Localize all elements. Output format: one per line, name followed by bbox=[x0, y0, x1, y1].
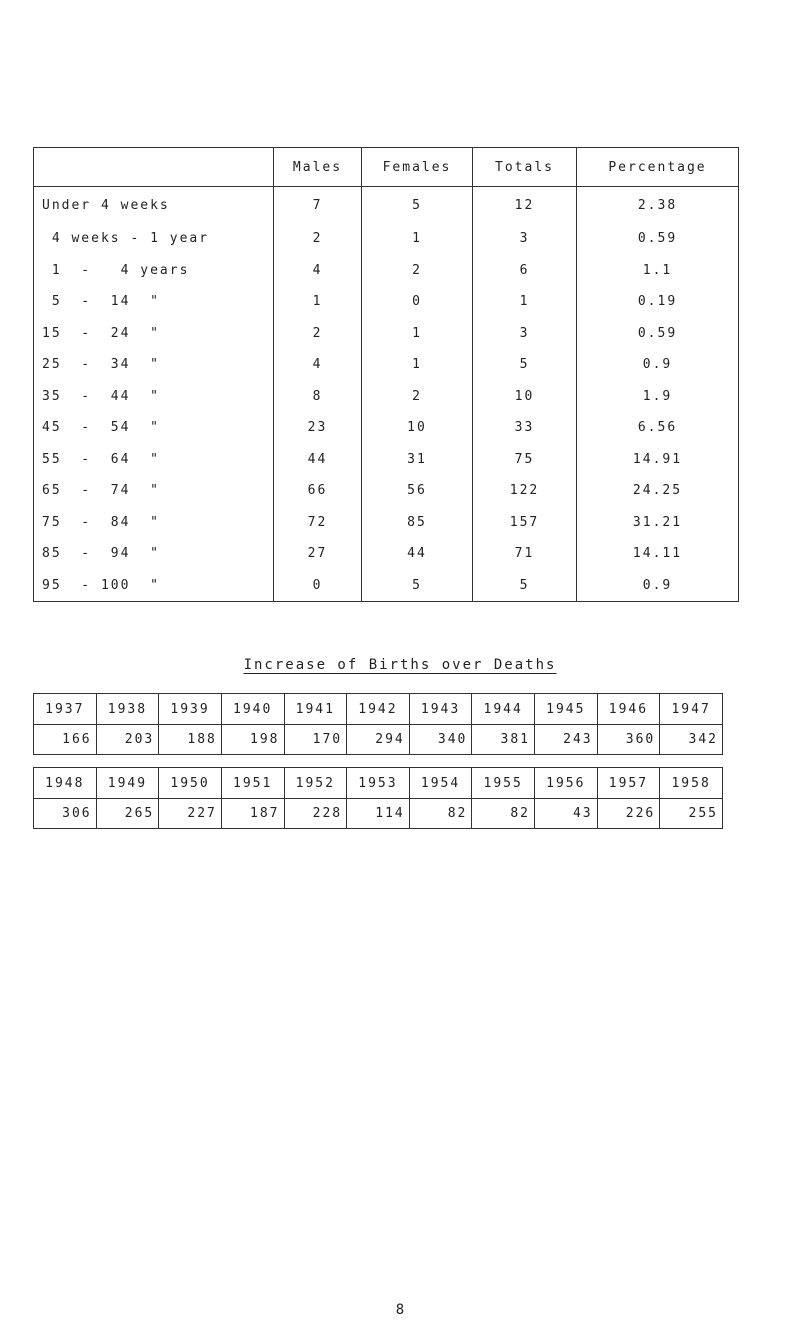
increase-value-cell: 114 bbox=[347, 799, 410, 829]
header-totals: Totals bbox=[473, 148, 577, 187]
increase-value-cell: 265 bbox=[96, 799, 159, 829]
percentage-cell: 1.9 bbox=[577, 381, 739, 413]
percentage-cell: 24.25 bbox=[577, 475, 739, 507]
year-cell: 1943 bbox=[409, 694, 472, 725]
year-cell: 1946 bbox=[597, 694, 660, 725]
totals-cell: 3 bbox=[473, 318, 577, 350]
males-cell: 2 bbox=[274, 223, 362, 255]
females-cell: 1 bbox=[362, 349, 473, 381]
year-row bbox=[34, 694, 723, 725]
males-cell: 0 bbox=[274, 570, 362, 602]
males-cell: 72 bbox=[274, 507, 362, 539]
increase-value-cell: 360 bbox=[597, 725, 660, 755]
year-cell: 1942 bbox=[347, 694, 410, 725]
age-group-cell: 55 - 64 " bbox=[34, 444, 274, 476]
year-cell: 1958 bbox=[660, 768, 723, 799]
males-cell: 2 bbox=[274, 318, 362, 350]
percentage-cell: 1.1 bbox=[577, 255, 739, 287]
value-row bbox=[34, 799, 723, 829]
increase-value-cell: 228 bbox=[284, 799, 347, 829]
year-cell: 1956 bbox=[535, 768, 598, 799]
year-row bbox=[34, 768, 723, 799]
increase-title-text: Increase of Births over Deaths bbox=[243, 657, 557, 673]
increase-value-cell: 43 bbox=[535, 799, 598, 829]
females-cell: 10 bbox=[362, 412, 473, 444]
year-cell: 1957 bbox=[597, 768, 660, 799]
age-table-row bbox=[34, 444, 739, 476]
increase-value-cell: 166 bbox=[34, 725, 97, 755]
females-cell: 85 bbox=[362, 507, 473, 539]
age-group-cell: 5 - 14 " bbox=[34, 286, 274, 318]
males-cell: 23 bbox=[274, 412, 362, 444]
percentage-cell: 14.11 bbox=[577, 538, 739, 570]
age-table-row bbox=[34, 286, 739, 318]
age-table-row bbox=[34, 187, 739, 224]
age-group-cell: 85 - 94 " bbox=[34, 538, 274, 570]
year-cell: 1948 bbox=[34, 768, 97, 799]
totals-cell: 6 bbox=[473, 255, 577, 287]
totals-cell: 75 bbox=[473, 444, 577, 476]
increase-value-cell: 227 bbox=[159, 799, 222, 829]
percentage-cell: 0.9 bbox=[577, 349, 739, 381]
year-cell: 1953 bbox=[347, 768, 410, 799]
percentage-cell: 0.59 bbox=[577, 223, 739, 255]
year-cell: 1938 bbox=[96, 694, 159, 725]
percentage-cell: 2.38 bbox=[577, 187, 739, 224]
increase-value-cell: 82 bbox=[472, 799, 535, 829]
increase-value-cell: 198 bbox=[221, 725, 284, 755]
increase-value-cell: 294 bbox=[347, 725, 410, 755]
value-row bbox=[34, 725, 723, 755]
year-cell: 1939 bbox=[159, 694, 222, 725]
females-cell: 5 bbox=[362, 187, 473, 224]
header-age-group bbox=[34, 148, 274, 187]
age-distribution-table bbox=[33, 147, 739, 602]
females-cell: 1 bbox=[362, 318, 473, 350]
totals-cell: 10 bbox=[473, 381, 577, 413]
age-group-cell: 45 - 54 " bbox=[34, 412, 274, 444]
year-cell: 1950 bbox=[159, 768, 222, 799]
age-group-cell: 35 - 44 " bbox=[34, 381, 274, 413]
percentage-cell: 14.91 bbox=[577, 444, 739, 476]
age-table-row bbox=[34, 255, 739, 287]
age-table-row bbox=[34, 538, 739, 570]
males-cell: 44 bbox=[274, 444, 362, 476]
females-cell: 56 bbox=[362, 475, 473, 507]
totals-cell: 3 bbox=[473, 223, 577, 255]
age-group-cell: 25 - 34 " bbox=[34, 349, 274, 381]
year-cell: 1955 bbox=[472, 768, 535, 799]
year-cell: 1937 bbox=[34, 694, 97, 725]
age-group-cell: 65 - 74 " bbox=[34, 475, 274, 507]
age-group-cell: 4 weeks - 1 year bbox=[34, 223, 274, 255]
increase-value-cell: 381 bbox=[472, 725, 535, 755]
age-group-cell: Under 4 weeks bbox=[34, 187, 274, 224]
age-table-row bbox=[34, 318, 739, 350]
males-cell: 66 bbox=[274, 475, 362, 507]
year-cell: 1941 bbox=[284, 694, 347, 725]
increase-table-1948-1958 bbox=[33, 767, 723, 829]
increase-value-cell: 188 bbox=[159, 725, 222, 755]
age-table-row bbox=[34, 475, 739, 507]
increase-value-cell: 187 bbox=[221, 799, 284, 829]
males-cell: 1 bbox=[274, 286, 362, 318]
totals-cell: 1 bbox=[473, 286, 577, 318]
percentage-cell: 0.59 bbox=[577, 318, 739, 350]
totals-cell: 71 bbox=[473, 538, 577, 570]
header-males: Males bbox=[274, 148, 362, 187]
year-cell: 1947 bbox=[660, 694, 723, 725]
totals-cell: 12 bbox=[473, 187, 577, 224]
increase-table-1937-1947 bbox=[33, 693, 723, 755]
males-cell: 8 bbox=[274, 381, 362, 413]
increase-value-cell: 170 bbox=[284, 725, 347, 755]
age-table-row bbox=[34, 570, 739, 602]
totals-cell: 33 bbox=[473, 412, 577, 444]
percentage-cell: 0.9 bbox=[577, 570, 739, 602]
age-table-row bbox=[34, 381, 739, 413]
increase-value-cell: 342 bbox=[660, 725, 723, 755]
males-cell: 4 bbox=[274, 255, 362, 287]
year-cell: 1945 bbox=[535, 694, 598, 725]
females-cell: 44 bbox=[362, 538, 473, 570]
totals-cell: 5 bbox=[473, 349, 577, 381]
year-cell: 1954 bbox=[409, 768, 472, 799]
age-table-body bbox=[34, 187, 739, 602]
age-group-cell: 75 - 84 " bbox=[34, 507, 274, 539]
increase-value-cell: 243 bbox=[535, 725, 598, 755]
year-cell: 1944 bbox=[472, 694, 535, 725]
increase-value-cell: 226 bbox=[597, 799, 660, 829]
header-percentage: Percentage bbox=[577, 148, 739, 187]
increase-value-cell: 306 bbox=[34, 799, 97, 829]
females-cell: 2 bbox=[362, 381, 473, 413]
females-cell: 31 bbox=[362, 444, 473, 476]
females-cell: 5 bbox=[362, 570, 473, 602]
page-number: 8 bbox=[395, 1302, 405, 1318]
year-cell: 1952 bbox=[284, 768, 347, 799]
increase-value-cell: 82 bbox=[409, 799, 472, 829]
age-table-row bbox=[34, 349, 739, 381]
totals-cell: 122 bbox=[473, 475, 577, 507]
year-cell: 1940 bbox=[221, 694, 284, 725]
totals-cell: 157 bbox=[473, 507, 577, 539]
males-cell: 7 bbox=[274, 187, 362, 224]
totals-cell: 5 bbox=[473, 570, 577, 602]
year-cell: 1949 bbox=[96, 768, 159, 799]
females-cell: 1 bbox=[362, 223, 473, 255]
age-group-cell: 1 - 4 years bbox=[34, 255, 274, 287]
females-cell: 0 bbox=[362, 286, 473, 318]
age-group-cell: 95 - 100 " bbox=[34, 570, 274, 602]
age-group-cell: 15 - 24 " bbox=[34, 318, 274, 350]
increase-title bbox=[0, 657, 800, 673]
percentage-cell: 6.56 bbox=[577, 412, 739, 444]
increase-value-cell: 255 bbox=[660, 799, 723, 829]
age-table-row bbox=[34, 223, 739, 255]
males-cell: 27 bbox=[274, 538, 362, 570]
year-cell: 1951 bbox=[221, 768, 284, 799]
age-table-row bbox=[34, 412, 739, 444]
females-cell: 2 bbox=[362, 255, 473, 287]
males-cell: 4 bbox=[274, 349, 362, 381]
percentage-cell: 31.21 bbox=[577, 507, 739, 539]
increase-value-cell: 340 bbox=[409, 725, 472, 755]
age-table-row bbox=[34, 507, 739, 539]
percentage-cell: 0.19 bbox=[577, 286, 739, 318]
increase-value-cell: 203 bbox=[96, 725, 159, 755]
age-table-header-row bbox=[34, 148, 739, 187]
header-females: Females bbox=[362, 148, 473, 187]
